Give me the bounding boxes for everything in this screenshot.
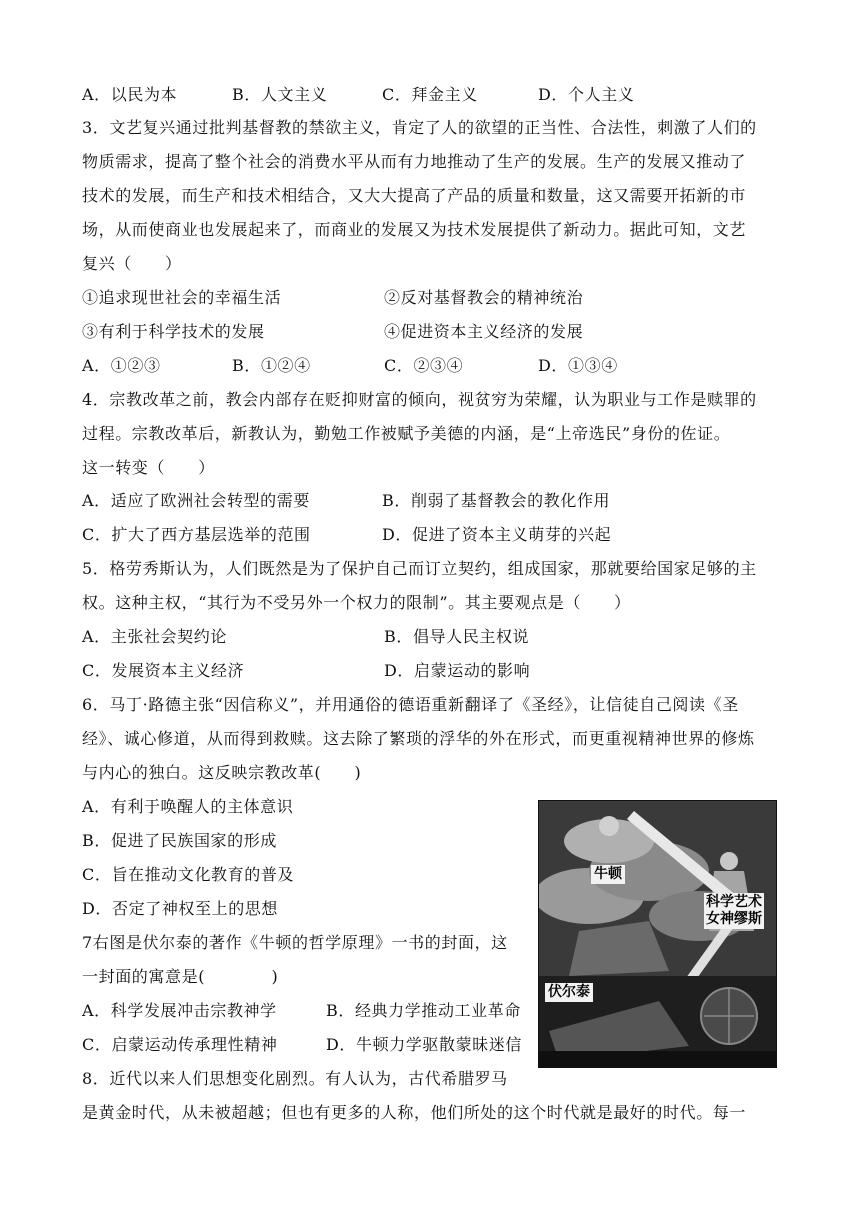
- voltaire-book-cover-image: [538, 800, 777, 1068]
- q7-text-line: 一封面的寓意是( ): [82, 967, 279, 986]
- q5-text-line: 5．格劳秀斯认为，人们既然是为了保护自己而订立契约，组成国家，那就要给国家足够的主: [82, 559, 757, 578]
- q4-text-line: 过程。宗教改革后，新教认为，勤勉工作被赋予美德的内涵，是“上帝选民”身份的佐证。: [82, 424, 731, 443]
- q6-text-line: 6．马丁·路德主张“因信称义”，并用通俗的德语重新翻译了《圣经》，让信徒自己阅读《圣: [82, 695, 739, 714]
- q7-option-a: A．科学发展冲击宗教神学: [82, 1001, 277, 1020]
- q4-option-c: C．扩大了西方基层选举的范围: [82, 525, 311, 544]
- q7-option-c: C．启蒙运动传承理性精神: [82, 1035, 278, 1054]
- q2-option-b: B．人文主义: [232, 85, 328, 104]
- q2-option-a: A．以民为本: [82, 85, 178, 104]
- q6-option-d: D．否定了神权至上的思想: [82, 899, 279, 918]
- q2-option-d: D．个人主义: [538, 85, 635, 104]
- q3-text-line: 物质需求，提高了整个社会的消费水平从而有力地推动了生产的发展。生产的发展又推动了: [82, 152, 747, 171]
- q4-option-a: A．适应了欧洲社会转型的需要: [82, 491, 310, 510]
- q3-text-line: 3．文艺复兴通过批判基督教的禁欲主义，肯定了人的欲望的正当性、合法性，刺激了人们的: [82, 118, 757, 137]
- figure-label-muse-line1: 科学艺术: [706, 894, 762, 910]
- q4-option-d: D．促进了资本主义萌芽的兴起: [382, 525, 612, 544]
- q6-option-c: C．旨在推动文化教育的普及: [82, 865, 295, 884]
- cover-illustration: [539, 801, 776, 1067]
- q7-text-line: 7右图是伏尔泰的著作《牛顿的哲学原理》一书的封面，这: [82, 933, 508, 952]
- q3-option-b: B．①②④: [232, 356, 311, 375]
- q5-option-a: A．主张社会契约论: [82, 627, 227, 646]
- q5-option-d: D．启蒙运动的影响: [384, 661, 531, 680]
- q4-text-line: 这一转变（ ）: [82, 458, 215, 477]
- q6-option-b: B．促进了民族国家的形成: [82, 831, 277, 850]
- q8-text-line: 是黄金时代，从未被超越；但也有更多的人称，他们所处的这个时代就是最好的时代。每一: [82, 1103, 747, 1122]
- q3-text-line: 技术的发展，而生产和技术相结合，又大大提高了产品的质量和数量，这又需要开拓新的市: [82, 186, 747, 205]
- q6-option-a: A．有利于唤醒人的主体意识: [82, 797, 294, 816]
- q3-text-line: 复兴（ ）: [82, 254, 182, 273]
- q3-text-line: 场，从而使商业也发展起来了，而商业的发展又为技术发展提供了新动力。据此可知，文艺: [82, 220, 747, 239]
- q7-option-b: B．经典力学推动工业革命: [326, 1001, 521, 1020]
- q3-item-1: ①追求现世社会的幸福生活: [82, 288, 282, 307]
- q3-item-3: ③有利于科学技术的发展: [82, 322, 265, 341]
- q7-option-d: D．牛顿力学驱散蒙昧迷信: [326, 1035, 523, 1054]
- q4-option-b: B．削弱了基督教会的教化作用: [382, 491, 611, 510]
- q5-option-b: B．倡导人民主权说: [384, 627, 530, 646]
- q5-option-c: C．发展资本主义经济: [82, 661, 245, 680]
- figure-label-muse: [704, 893, 764, 929]
- q3-option-c: C．②③④: [384, 356, 464, 375]
- figure-label-newton: 牛顿: [591, 865, 625, 884]
- figure-label-voltaire: 伏尔泰: [545, 983, 593, 1002]
- q3-option-a: A．①②③: [82, 356, 161, 375]
- q6-text-line: 与内心的独白。这反映宗教改革( ): [82, 763, 362, 782]
- q3-option-d: D．①③④: [538, 356, 618, 375]
- figure-label-muse-line2: 女神缪斯: [706, 911, 762, 927]
- q2-option-c: C．拜金主义: [382, 85, 478, 104]
- q5-text-line: 权。这种主权，“其行为不受另外一个权力的限制”。其主要观点是（ ）: [82, 593, 631, 612]
- q3-item-2: ②反对基督教会的精神统治: [384, 288, 584, 307]
- q4-text-line: 4．宗教改革之前，教会内部存在贬抑财富的倾向，视贫穷为荣耀，认为职业与工作是赎罪的: [82, 390, 757, 409]
- q8-text-line: 8．近代以来人们思想变化剧烈。有人认为，古代希腊罗马: [82, 1069, 508, 1088]
- q6-text-line: 经》、诚心修道，从而得到救赎。这去除了繁琐的浮华的外在形式，而更重视精神世界的修炼: [82, 729, 755, 748]
- q3-item-4: ④促进资本主义经济的发展: [384, 322, 584, 341]
